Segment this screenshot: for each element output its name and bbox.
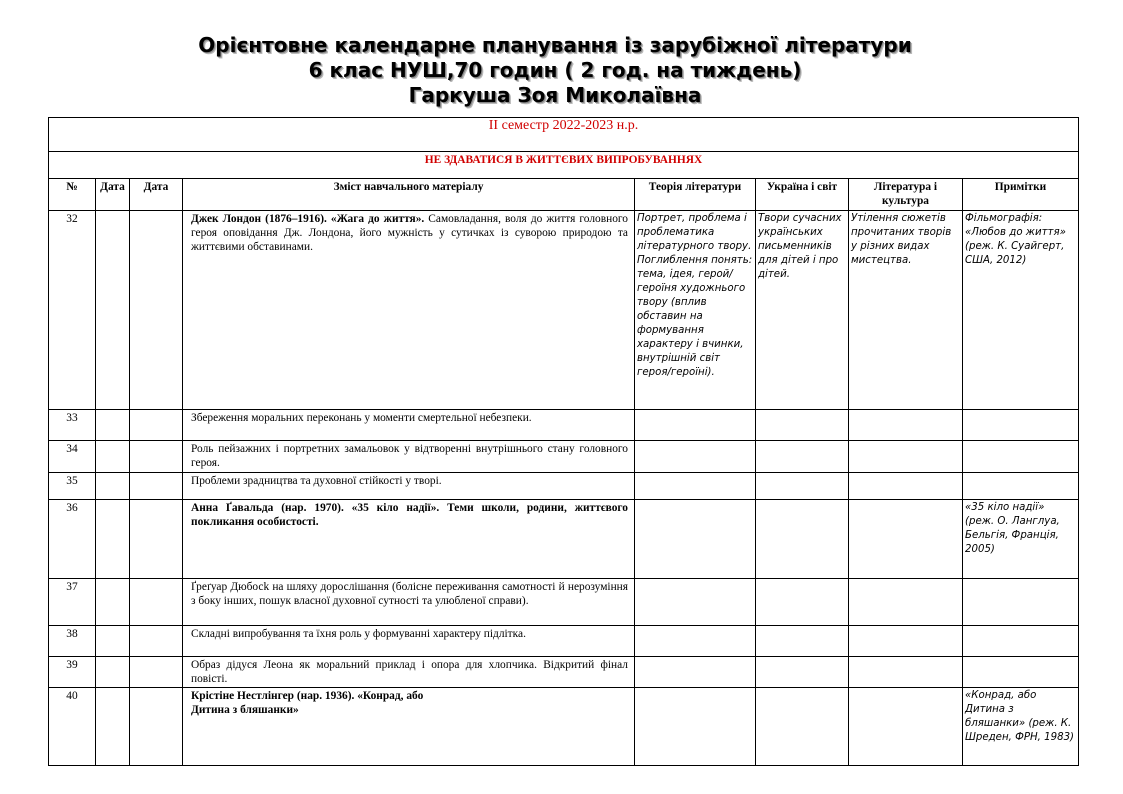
- culture-cell: [849, 410, 963, 441]
- theory-cell: [635, 657, 756, 688]
- row-number: 40: [49, 688, 96, 766]
- culture-cell: [849, 441, 963, 473]
- header-num: №: [49, 179, 96, 211]
- date-cell: [96, 579, 130, 626]
- theory-cell: [635, 500, 756, 579]
- title-line-1: Орієнтовне календарне планування із зарубіжної літератури: [198, 33, 912, 57]
- section-title: НЕ ЗДАВАТИСЯ В ЖИТТЄВИХ ВИПРОБУВАННЯХ: [49, 152, 1079, 179]
- ukraine-cell: [756, 688, 849, 766]
- culture-cell: [849, 626, 963, 657]
- semester-title: II семестр 2022-2023 н.р.: [49, 118, 1079, 152]
- topic-title-line-1: Крістіне Нестлінгер (нар. 1936). «Конрад, або: [191, 690, 424, 702]
- date-cell: [130, 626, 183, 657]
- table-row: [49, 626, 1079, 657]
- row-number: 37: [49, 579, 96, 626]
- content-cell: Ґреґуар Дюбосk на шляху дорослішання (болісне переживання самотності й нерозуміння з боку інших, пошук власної духовної сутності та улюбленої справи).: [183, 579, 635, 626]
- topic-text: Самовладання, воля до життя головного героя оповідання Дж. Лондона, його мужність у сутичках із суворою природою та життєвими обставинами.: [191, 213, 628, 253]
- content-cell: [183, 688, 635, 766]
- culture-cell: [849, 688, 963, 766]
- culture-cell: Утілення сюжетів прочитаних творів у різних видах мистецтва.: [849, 211, 963, 410]
- date-cell: [96, 500, 130, 579]
- header-culture: Література і культура: [849, 179, 963, 211]
- theory-cell: Портрет, проблема і проблематика літературного твору. Поглиблення понять: тема, ідея, герой/героїня художнього твору (вплив обставин на формування характеру і вчинки, внутрішній світ героя/героїні).: [635, 211, 756, 410]
- theory-cell: [635, 688, 756, 766]
- date-cell: [130, 579, 183, 626]
- content-cell: Роль пейзажних і портретних замальовок у відтворенні внутрішнього стану головного героя.: [183, 441, 635, 473]
- notes-cell: [963, 657, 1079, 688]
- header-notes: Примітки: [963, 179, 1079, 211]
- content-cell: [183, 211, 635, 410]
- topic-title: Джек Лондон (1876–1916). «Жага до життя».: [191, 213, 425, 225]
- table-header-row: [49, 179, 1079, 211]
- content-cell: Збереження моральних переконань у моменти смертельної небезпеки.: [183, 410, 635, 441]
- culture-cell: [849, 579, 963, 626]
- header-ukraine: Україна і світ: [756, 179, 849, 211]
- date-cell: [96, 441, 130, 473]
- row-number: 36: [49, 500, 96, 579]
- date-cell: [96, 657, 130, 688]
- culture-cell: [849, 657, 963, 688]
- ukraine-cell: [756, 500, 849, 579]
- title-line-3: Гаркуша Зоя Миколаївна: [408, 83, 702, 107]
- header-date-1: Дата: [96, 179, 130, 211]
- notes-cell: [963, 410, 1079, 441]
- header-content: Зміст навчального матеріалу: [183, 179, 635, 211]
- theory-cell: [635, 579, 756, 626]
- content-cell: Проблеми зрадництва та духовної стійкості у творі.: [183, 473, 635, 500]
- date-cell: [130, 657, 183, 688]
- ukraine-cell: [756, 410, 849, 441]
- date-cell: [130, 688, 183, 766]
- table-row: [49, 500, 1079, 579]
- date-cell: [96, 410, 130, 441]
- date-cell: [130, 500, 183, 579]
- notes-cell: [963, 579, 1079, 626]
- ukraine-cell: [756, 579, 849, 626]
- table-row: [49, 211, 1079, 410]
- ukraine-cell: [756, 441, 849, 473]
- theory-cell: [635, 441, 756, 473]
- notes-cell: [963, 626, 1079, 657]
- row-number: 39: [49, 657, 96, 688]
- title-line-2: 6 клас НУШ,70 годин ( 2 год. на тиждень): [308, 58, 802, 82]
- date-cell: [130, 441, 183, 473]
- date-cell: [96, 626, 130, 657]
- ukraine-cell: [756, 657, 849, 688]
- notes-cell: [963, 441, 1079, 473]
- table-row: [49, 410, 1079, 441]
- theory-cell: [635, 473, 756, 500]
- notes-cell: [963, 473, 1079, 500]
- ukraine-cell: [756, 473, 849, 500]
- table-row: [49, 657, 1079, 688]
- table-row: [49, 441, 1079, 473]
- date-cell: [130, 473, 183, 500]
- row-number: 35: [49, 473, 96, 500]
- document-title: [0, 33, 1110, 108]
- table-row: [49, 579, 1079, 626]
- ukraine-cell: Твори сучасних українських письменників для дітей і про дітей.: [756, 211, 849, 410]
- content-cell: Складні випробування та їхня роль у формуванні характеру підлітка.: [183, 626, 635, 657]
- date-cell: [96, 688, 130, 766]
- planning-table: [48, 117, 1079, 766]
- date-cell: [96, 211, 130, 410]
- theory-cell: [635, 626, 756, 657]
- date-cell: [96, 473, 130, 500]
- header-date-2: Дата: [130, 179, 183, 211]
- date-cell: [130, 211, 183, 410]
- content-cell: Анна Ґавальда (нар. 1970). «35 кіло надії». Теми школи, родини, життєвого покликання особистості.: [183, 500, 635, 579]
- table-row: [49, 688, 1079, 766]
- culture-cell: [849, 473, 963, 500]
- theory-cell: [635, 410, 756, 441]
- row-number: 32: [49, 211, 96, 410]
- culture-cell: [849, 500, 963, 579]
- notes-cell: Фільмографія: «Любов до життя» (реж. К. Суайгерт, США, 2012): [963, 211, 1079, 410]
- table-row: [49, 473, 1079, 500]
- topic-title-line-2: Дитина з бляшанки»: [191, 704, 299, 716]
- row-number: 33: [49, 410, 96, 441]
- notes-cell: «35 кіло надії» (реж. О. Ланглуа, Бельгія, Франція, 2005): [963, 500, 1079, 579]
- notes-cell: «Конрад, або Дитина з бляшанки» (реж. К. Шреден, ФРН, 1983): [963, 688, 1079, 766]
- header-theory: Теорія літератури: [635, 179, 756, 211]
- content-cell: Образ дідуся Леона як моральний приклад і опора для хлопчика. Відкритий фінал повісті.: [183, 657, 635, 688]
- row-number: 34: [49, 441, 96, 473]
- ukraine-cell: [756, 626, 849, 657]
- date-cell: [130, 410, 183, 441]
- row-number: 38: [49, 626, 96, 657]
